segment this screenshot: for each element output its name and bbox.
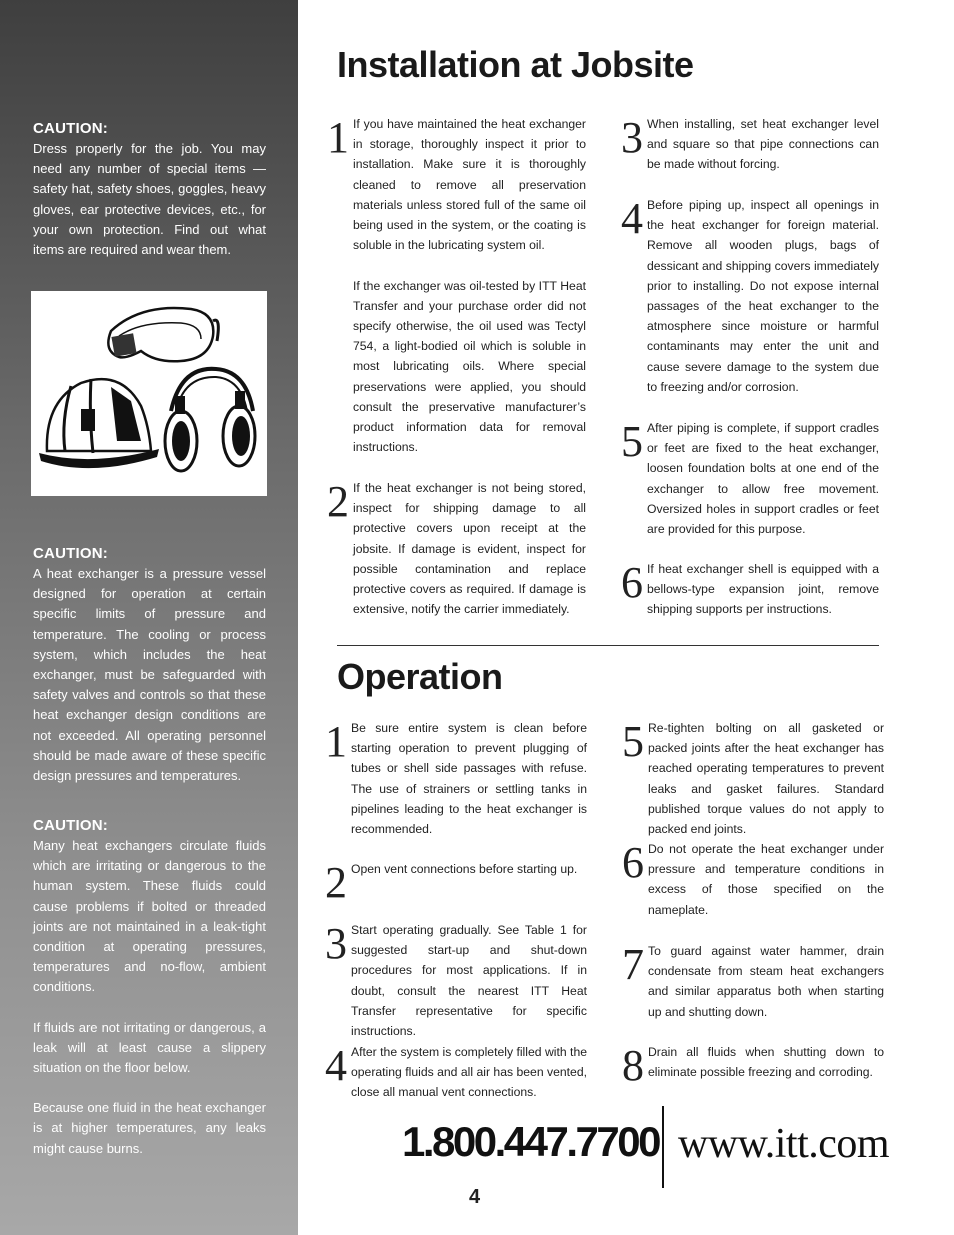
operation-step — [325, 718, 587, 839]
operation-step — [325, 1042, 587, 1103]
step-number: 2 — [325, 858, 347, 907]
caution-text: Because one fluid in the heat exchanger is at higher temperatures, any leaks might cause burns. — [33, 1100, 266, 1156]
operation-step — [622, 718, 884, 839]
goggles-icon — [108, 308, 218, 361]
caution-title: CAUTION: — [33, 545, 108, 562]
step-text: If the heat exchanger is not being stored, inspect for shipping damage to all protective covers upon receipt at the jobsite. If damage is evident, inspect for possible contamination and replace protective covers as required. If damage is extensive, notify the carrier immediately. — [353, 481, 586, 617]
operation-step — [622, 839, 884, 920]
operation-step — [622, 941, 884, 1022]
phone-number: 1.800.447.7700 — [402, 1118, 659, 1165]
step-number: 6 — [622, 838, 644, 887]
caution-text: If fluids are not irritating or dangerous, a leak will at least cause a slippery situation on the floor below. — [33, 1019, 266, 1076]
step-text: Be sure entire system is clean before starting operation to prevent plugging of tubes or shell side passages with refuse. The use of strainers or settling tanks in pipelines leading to the heat exchanger is recommended. — [351, 721, 587, 837]
caution-dress — [33, 120, 266, 260]
step-number: 5 — [622, 717, 644, 766]
step-text: If you have maintained the heat exchanger in storage, thoroughly inspect it prior to installation. Make sure it is thoroughly cleaned to remove all preservation materials unless stored full of the same oil being used in the system, or the coating is soluble in the lubricating system oil. — [353, 117, 586, 253]
step-text: After the system is completely filled with the operating fluids and all air has been vented, close all manual vent connections. — [351, 1045, 587, 1100]
step-text: Do not operate the heat exchanger under pressure and temperature conditions in excess of those specified on the nameplate. — [648, 842, 884, 917]
earmuffs-icon — [165, 369, 255, 471]
step-text: If the exchanger was oil-tested by ITT Heat Transfer and your purchase order did not specify otherwise, the oil used was Tectyl 754, a light-bodied oil which is soluble in most lubricating oils. Where special preservations were applied, you should consult the preservative manufacturer’s product information data for removal instructions. — [353, 278, 586, 455]
hard-hat-icon — [39, 379, 159, 468]
sidebar — [0, 0, 298, 1235]
operation-step — [622, 1042, 884, 1088]
page-number: 4 — [469, 1186, 481, 1208]
step-text: To guard against water hammer, drain condensate from steam heat exchangers and similar apparatus both when starting up and shutting down. — [648, 944, 884, 1019]
step-text: Before piping up, inspect all openings in the heat exchanger for foreign material. Remove all wooden plugs, bags of dessicant and shipping covers immediately prior to installing. Do not expose internal passages of the heat exchanger to the atmosphere since moisture or harmful contaminants may enter the unit and cause severe damage to the system due to freezing and/or corrosion. — [647, 198, 879, 394]
step-text: Re-tighten bolting on all gasketed or packed joints after the heat exchanger has reached operating temperatures to prevent leaks and gasket failures. Standard published torque values do not apply to packed end joints. — [648, 721, 884, 837]
installation-step — [327, 478, 586, 619]
operation-step — [325, 920, 587, 1041]
caution-fluids — [33, 817, 266, 1159]
footer-divider — [662, 1106, 664, 1188]
step-number: 6 — [621, 558, 643, 607]
step-text: After piping is complete, if support cradles or feet are fixed to the heat exchanger, loosen foundation bolts at one end of the exchanger to allow free movement. Oversized holes in support cradles or feet are provided for this purpose. — [647, 421, 879, 537]
caution-text: Dress properly for the job. You may need any number of special items — safety hat, safety shoes, goggles, heavy gloves, ear protective devices, etc., for your own protection. Find out what items are required and wear them. — [33, 141, 266, 258]
step-text: Drain all fluids when shutting down to eliminate possible freezing and corroding. — [648, 1045, 884, 1080]
website-link[interactable]: www.itt.com — [678, 1121, 890, 1167]
step-number: 2 — [327, 477, 349, 526]
section-divider — [337, 645, 879, 646]
step-text: When installing, set heat exchanger level and square so that pipe connections can be made without forcing. — [647, 117, 879, 172]
step-text: Open vent connections before starting up. — [351, 862, 578, 876]
step-number: 5 — [621, 417, 643, 466]
operation-title: Operation — [337, 656, 503, 697]
caution-title: CAUTION: — [33, 817, 108, 834]
caution-text: A heat exchanger is a pressure vessel designed for operation at certain specific limits of pressure and temperature. The cooling or process system, which includes the heat exchanger, must be safeguarded with safety valves and controls so that these heat exchanger design conditions are not exceeded. All operating personnel should be made aware of these specific design pressures and temperatures. — [33, 566, 266, 784]
step-number: 8 — [622, 1041, 644, 1090]
caution-pressure — [33, 545, 266, 786]
step-number: 1 — [325, 717, 347, 766]
step-text: If heat exchanger shell is equipped with a bellows-type expansion joint, remove shipping supports per instructions. — [647, 562, 879, 617]
step-number: 3 — [325, 919, 347, 968]
operation-step — [325, 859, 587, 905]
step-number: 4 — [325, 1041, 347, 1090]
installation-step — [621, 195, 879, 397]
installation-step — [327, 114, 586, 457]
installation-step — [621, 418, 879, 539]
step-number: 7 — [622, 940, 644, 989]
step-text: Start operating gradually. See Table 1 for suggested start-up and shut-down procedures for most applications. If in doubt, consult the nearest ITT Heat Transfer representative for specific instructions. — [351, 923, 587, 1039]
safety-gear-illustration — [31, 291, 267, 496]
step-number: 1 — [327, 113, 349, 162]
installation-step — [621, 559, 879, 620]
installation-step — [621, 114, 879, 175]
installation-title: Installation at Jobsite — [337, 44, 694, 85]
caution-title: CAUTION: — [33, 120, 108, 137]
step-number: 3 — [621, 113, 643, 162]
step-number: 4 — [621, 194, 643, 243]
caution-text: Many heat exchangers circulate fluids which are irritating or dangerous to the human system. These fluids could cause problems if bolted or threaded joints are not maintained in a leak-tight condition at operating pressures, temperatures and no-flow, ambient conditions. — [33, 838, 266, 995]
